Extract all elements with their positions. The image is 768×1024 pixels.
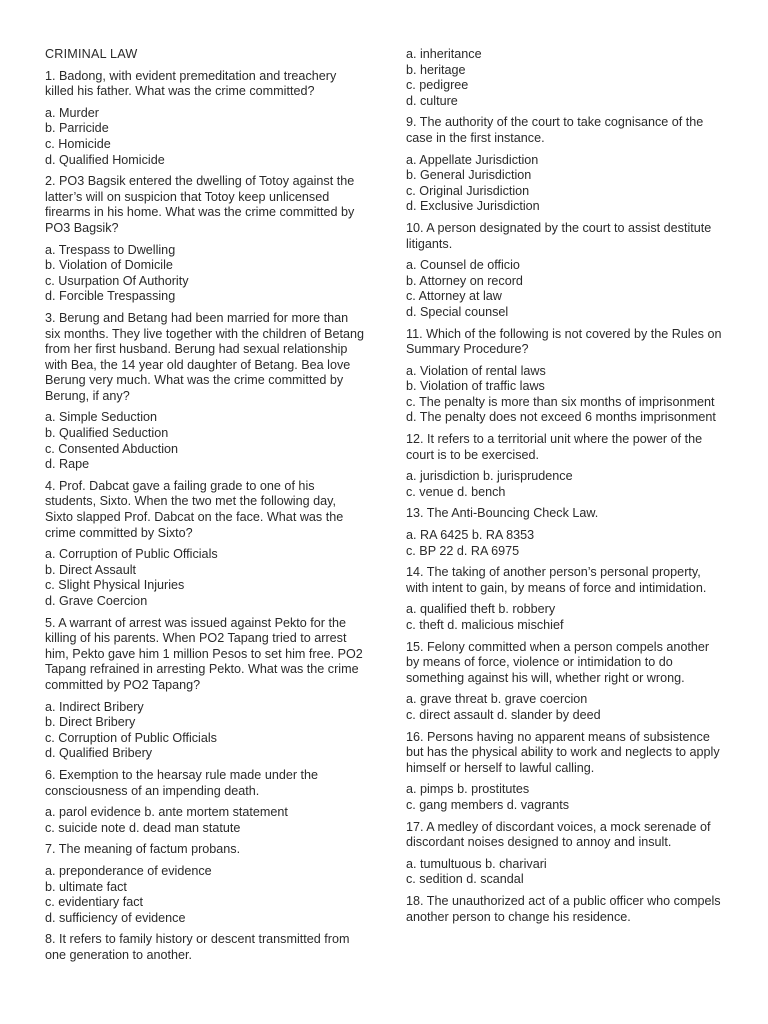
- answer-option: d. sufficiency of evidence: [45, 910, 186, 925]
- answer-options: [406, 469, 722, 500]
- answer-option: a. RA 6425 b. RA 8353: [406, 528, 535, 543]
- question-block: [406, 506, 722, 559]
- answer-option: a. qualified theft b. robbery: [406, 602, 556, 617]
- answer-option: a. preponderance of evidence: [45, 863, 212, 878]
- question-text: 11. Which of the following is not covered by the Rules on Summary Procedure?: [406, 326, 722, 357]
- answer-option: a. Counsel de officio: [406, 258, 520, 273]
- answer-option: c. sedition d. scandal: [406, 872, 524, 887]
- question-block: [406, 820, 722, 888]
- question-text: 7. The meaning of factum probans.: [45, 842, 241, 857]
- question-block: [406, 730, 722, 814]
- answer-option: d. Grave Coercion: [45, 594, 148, 608]
- answer-option: a. Murder: [45, 105, 99, 120]
- question-text: 8. It refers to family history or descent transmitted from one generation to another.: [45, 932, 350, 962]
- answer-option: c. gang members d. vagrants: [406, 797, 570, 812]
- answer-options: [406, 857, 722, 888]
- answer-option: a. Simple Seduction: [45, 410, 158, 425]
- question-text: 12. It refers to a territorial unit where the power of the court is to be exercised.: [406, 432, 703, 462]
- answer-options: [45, 106, 367, 168]
- answer-options: [406, 153, 722, 215]
- answer-option: a. Violation of rental laws: [406, 363, 546, 378]
- question-block: [406, 115, 722, 215]
- answer-option: b. Direct Assault: [45, 562, 136, 577]
- answer-option: a. tumultuous b. charivari: [406, 856, 547, 871]
- question-text: 17. A medley of discordant voices, a mock serenade of discordant noises designed to annoy and insult.: [406, 819, 711, 850]
- answer-options: [406, 528, 722, 559]
- answer-option: b. General Jurisdiction: [406, 168, 532, 183]
- answer-option: c. Original Jurisdiction: [406, 183, 530, 198]
- question-text: 3. Berung and Betang had been married for more than six months. They live together with the children of Betang from her first husband. Berung had sexual relationship with Bea, the 14 year old daughter of Betang. Bea love Berung very much. What was the crime committed by Berung, if any?: [45, 310, 364, 403]
- answer-options: [406, 692, 722, 723]
- answer-options: [45, 410, 367, 472]
- question-block: [406, 47, 722, 109]
- answer-options: [406, 602, 722, 633]
- answer-option: b. Direct Bribery: [45, 715, 136, 730]
- left-question-list: [45, 69, 367, 964]
- question-block: [45, 479, 367, 610]
- question-text: 10. A person designated by the court to assist destitute litigants.: [406, 220, 712, 251]
- answer-option: d. Special counsel: [406, 304, 509, 319]
- answer-option: b. ultimate fact: [45, 879, 127, 894]
- question-text: 15. Felony committed when a person compels another by means of force, violence or intimidation to do something against his will, whether right or wrong.: [406, 639, 710, 685]
- answer-option: d. culture: [406, 93, 458, 108]
- question-block: [45, 842, 367, 926]
- question-text: 2. PO3 Bagsik entered the dwelling of Totoy against the latter’s will on suspicion that Totoy keep unlicensed firearms in his home. What was the crime committed by PO3 Bagsik?: [45, 174, 355, 235]
- answer-option: b. Attorney on record: [406, 273, 523, 288]
- answer-option: d. Exclusive Jurisdiction: [406, 199, 540, 214]
- answer-options: [45, 864, 367, 926]
- right-column: [406, 0, 722, 931]
- answer-option: c. Slight Physical Injuries: [45, 578, 185, 593]
- answer-option: d. Forcible Trespassing: [45, 289, 176, 304]
- answer-option: a. grave threat b. grave coercion: [406, 692, 588, 707]
- answer-option: c. Consented Abduction: [45, 441, 179, 456]
- question-text: 9. The authority of the court to take cognisance of the case in the first instance.: [406, 115, 704, 145]
- answer-option: c. direct assault d. slander by deed: [406, 707, 601, 722]
- answer-option: a. Corruption of Public Officials: [45, 547, 218, 562]
- question-block: [406, 221, 722, 321]
- question-text: 16. Persons having no apparent means of subsistence but has the physical ability to work and neglects to apply himself or herself to lawful calling.: [406, 729, 720, 775]
- answer-options: [45, 700, 367, 762]
- answer-option: b. heritage: [406, 62, 466, 77]
- question-text: 6. Exemption to the hearsay rule made under the consciousness of an impending death.: [45, 767, 319, 798]
- question-text: 14. The taking of another person’s personal property, with intent to gain, by means of force and intimidation.: [406, 565, 707, 595]
- answer-option: a. Appellate Jurisdiction: [406, 152, 539, 167]
- answer-options: [406, 782, 722, 813]
- question-text: 1. Badong, with evident premeditation and treachery killed his father. What was the crime committed?: [45, 68, 337, 99]
- question-block: [406, 327, 722, 427]
- answer-option: c. Usurpation Of Authority: [45, 273, 189, 288]
- answer-option: b. Violation of Domicile: [45, 258, 173, 273]
- answer-option: a. parol evidence b. ante mortem statement: [45, 805, 288, 820]
- answer-option: c. suicide note d. dead man statute: [45, 820, 241, 835]
- question-text: 18. The unauthorized act of a public officer who compels another person to change his residence.: [406, 893, 721, 924]
- answer-option: b. Parricide: [45, 121, 109, 136]
- question-block: [45, 768, 367, 836]
- answer-option: c. pedigree: [406, 78, 469, 93]
- question-block: [45, 932, 367, 963]
- answer-options: [406, 47, 722, 109]
- question-block: [45, 174, 367, 305]
- answer-option: a. pimps b. prostitutes: [406, 782, 530, 797]
- answer-options: [406, 364, 722, 426]
- answer-options: [45, 243, 367, 305]
- answer-option: b. Qualified Seduction: [45, 426, 169, 441]
- question-block: [406, 894, 722, 925]
- answer-option: a. Indirect Bribery: [45, 699, 144, 714]
- answer-option: a. jurisdiction b. jurisprudence: [406, 469, 573, 484]
- right-question-list: [406, 47, 722, 925]
- answer-option: c. BP 22 d. RA 6975: [406, 543, 520, 558]
- question-block: [406, 432, 722, 500]
- answer-option: d. Qualified Bribery: [45, 746, 153, 761]
- question-block: [45, 69, 367, 169]
- answer-options: [45, 547, 367, 609]
- answer-option: c. venue d. bench: [406, 484, 506, 499]
- answer-option: d. Qualified Homicide: [45, 152, 165, 167]
- answer-option: c. The penalty is more than six months of imprisonment: [406, 394, 715, 409]
- answer-options: [406, 258, 722, 320]
- left-column: [45, 0, 367, 969]
- document-title: CRIMINAL LAW: [45, 47, 138, 61]
- answer-option: a. inheritance: [406, 47, 482, 61]
- question-block: [45, 616, 367, 762]
- answer-options: [45, 805, 367, 836]
- answer-option: c. Homicide: [45, 136, 111, 151]
- answer-option: a. Trespass to Dwelling: [45, 242, 176, 257]
- question-block: [406, 565, 722, 633]
- question-block: [406, 640, 722, 724]
- question-text: 4. Prof. Dabcat gave a failing grade to one of his students, Sixto. When the two met the following day, Sixto slapped Prof. Dabcat on the face. What was the crime committed by Sixto?: [45, 478, 344, 540]
- answer-option: d. Rape: [45, 457, 90, 472]
- question-text: 13. The Anti-Bouncing Check Law.: [406, 506, 599, 521]
- question-block: [45, 311, 367, 473]
- answer-option: c. theft d. malicious mischief: [406, 618, 564, 632]
- answer-option: c. evidentiary fact: [45, 895, 143, 910]
- answer-option: d. The penalty does not exceed 6 months imprisonment: [406, 410, 716, 425]
- answer-option: c. Attorney at law: [406, 289, 502, 304]
- question-text: 5. A warrant of arrest was issued against Pekto for the killing of his parents. When PO2 Tapang tried to arrest him, Pekto gave him 1 million Pesos to set him free. PO2 Tapang refrained in arresting Pekto. What was the crime committed by PO2 Tapang?: [45, 615, 363, 692]
- answer-option: b. Violation of traffic laws: [406, 379, 545, 394]
- answer-option: c. Corruption of Public Officials: [45, 730, 217, 745]
